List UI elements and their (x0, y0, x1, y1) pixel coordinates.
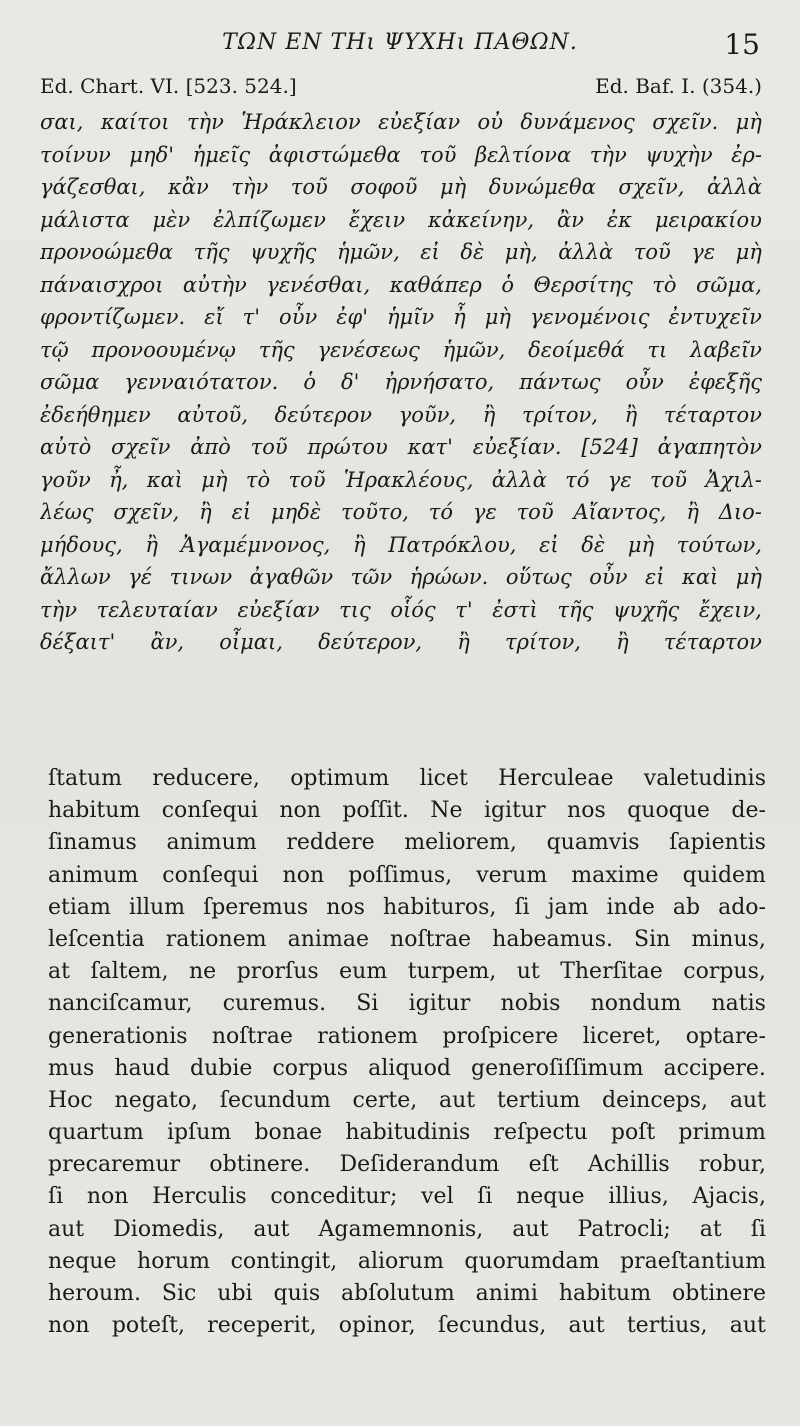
running-head (40, 22, 760, 62)
greek-text-line: σῶμα γενναιότατον. ὁ δ' ἠρνήσατο, πάντως οὖν ἐφεξῆς (40, 370, 762, 394)
greek-text-line: τοίνυν μηδ' ἡμεῖς ἀφιστώμεθα τοῦ βελτίονα τὴν ψυχὴν ἐρ- (40, 142, 762, 167)
greek-text-line: φροντίζωμεν. εἴ τ' οὖν ἐφ' ἡμῖν ἦ μὴ γενομένοις ἐντυχεῖν (40, 305, 762, 329)
latin-text-line: leſcentia rationem animae noſtrae habeamus. Sin minus, (48, 926, 766, 952)
latin-text-line: ſi non Herculis conceditur; vel ſi neque illius, Ajacis, (48, 1184, 766, 1210)
latin-text-line: heroum. Sic ubi quis abſolutum animi habitum obtinere (48, 1281, 766, 1306)
latin-text-line: non poteſt, receperit, opinor, ſecundus, aut tertius, aut (48, 1313, 766, 1339)
latin-text-line: nanciſcamur, curemus. Si igitur nobis nondum natis (48, 991, 766, 1017)
greek-text-line: λέως σχεῖν, ἢ εἰ μηδὲ τοῦτο, τό γε τοῦ Αἴαντος, ἢ Διο- (40, 500, 762, 524)
greek-text-line: μάλιστα μὲν ἐλπίζωμεν ἔχειν κἀκείνην, ἂν ἐκ μειρακίου (40, 207, 762, 232)
edition-ref-chartier: Ed. Chart. VI. [523. 524.] (40, 74, 297, 98)
edition-ref-basel: Ed. Baf. I. (354.) (595, 74, 762, 98)
greek-text-line: γάζεσθαι, κἂν τὴν τοῦ σοφοῦ μὴ δυνώμεθα σχεῖν, ἀλλὰ (40, 175, 762, 199)
greek-text-line: σαι, καίτοι τὴν Ἡράκλειον εὐεξίαν οὐ δυνάμενος σχεῖν. μὴ (40, 110, 762, 134)
latin-text-line: aut Diomedis, aut Agamemnonis, aut Patrocli; at ſi (48, 1216, 766, 1242)
latin-text-line: etiam illum ſperemus nos habituros, ſi jam inde ab ado- (48, 894, 766, 920)
greek-text-line: πάναισχροι αὐτὴν γενέσθαι, καθάπερ ὁ Θερσίτης τὸ σῶμα, (40, 272, 762, 297)
greek-text-line: μήδους, ἢ Ἀγαμέμνονος, ἢ Πατρόκλου, εἰ δὲ μὴ τούτων, (40, 532, 762, 557)
page-number: 15 (724, 28, 760, 61)
greek-text-line: τὴν τελευταίαν εὐεξίαν τις οἷός τ' ἐστὶ τῆς ψυχῆς ἔχειν, (40, 597, 762, 622)
greek-text-line: τῷ προνοουμένῳ τῆς γενέσεως ἡμῶν, δεοίμεθά τι λαβεῖν (40, 337, 762, 362)
latin-text-line: at ſaltem, ne prorſus eum turpem, ut Therſitae corpus, (48, 959, 766, 985)
greek-text-block (40, 106, 762, 659)
greek-text-line: δέξαιτ' ἂν, οἶμαι, δεύτερον, ἢ τρίτον, ἢ τέταρτον (40, 630, 762, 654)
latin-text-line: habitum conſequi non poſſit. Ne igitur nos quoque de- (48, 798, 766, 824)
latin-text-line: ſtatum reducere, optimum licet Herculeae valetudinis (48, 766, 766, 791)
latin-text-line: quartum ipſum bonae habitudinis reſpectu poſt primum (48, 1120, 766, 1146)
latin-text-line: precaremur obtinere. Deſiderandum eſt Achillis robur, (48, 1152, 766, 1178)
latin-text-line: Hoc negato, ſecundum certe, aut tertium deinceps, aut (48, 1087, 766, 1113)
greek-text-line: προνοώμεθα τῆς ψυχῆς ἡμῶν, εἰ δὲ μὴ, ἀλλὰ τοῦ γε μὴ (40, 240, 762, 264)
latin-text-line: animum conſequi non poſſimus, verum maxime quidem (48, 862, 766, 888)
latin-text-line: generationis noſtrae rationem proſpicere liceret, optare- (48, 1023, 766, 1049)
latin-text-line: ſinamus animum reddere meliorem, quamvis ſapientis (48, 830, 766, 856)
latin-text-line: mus haud dubie corpus aliquod generoſiſſimum accipere. (48, 1055, 766, 1081)
greek-text-line: ἄλλων γέ τινων ἀγαθῶν τῶν ἡρώων. οὕτως οὖν εἰ καὶ μὴ (40, 565, 762, 589)
latin-text-line: neque horum contingit, aliorum quorumdam praeſtantium (48, 1248, 766, 1274)
greek-text-line: ἐδεήθημεν αὐτοῦ, δεύτερον γοῦν, ἢ τρίτον, ἢ τέταρτον (40, 402, 762, 427)
running-title: ΤΩΝ ΕΝ ΤΗι ΨΥΧΗι ΠΑΘΩΝ. (222, 30, 578, 55)
greek-text-line: γοῦν ἦ, καὶ μὴ τὸ τοῦ Ἡρακλέους, ἀλλὰ τό γε τοῦ Ἀχιλ- (40, 467, 762, 492)
greek-text-line: αὐτὸ σχεῖν ἀπὸ τοῦ πρώτου κατ' εὐεξίαν. [524] ἀγαπητὸν (40, 435, 762, 459)
latin-text-block (48, 763, 766, 1342)
edition-references (40, 74, 762, 98)
